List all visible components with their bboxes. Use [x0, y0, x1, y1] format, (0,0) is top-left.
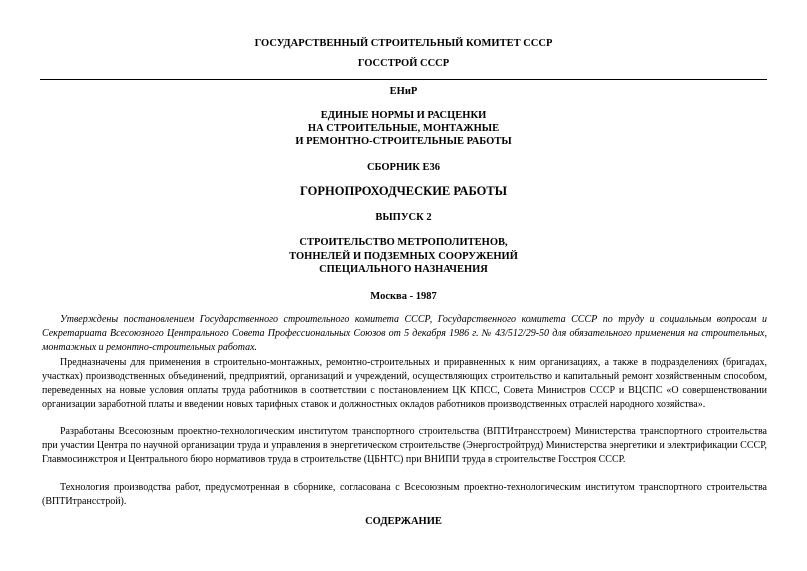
norms-title-line-3: И РЕМОНТНО-СТРОИТЕЛЬНЫЕ РАБОТЫ [295, 136, 512, 147]
subject-line-3: СПЕЦИАЛЬНОГО НАЗНАЧЕНИЯ [319, 264, 488, 275]
subject-line-1: СТРОИТЕЛЬСТВО МЕТРОПОЛИТЕНОВ, [299, 237, 508, 248]
purpose-paragraph: Предназначены для применения в строительно-монтажных, ремонтно-строительных и приравненных к ним организациях, а также в подразделениях (бригадах, участках) производственных объединений, предприятий, организаций и учреждений, осуществляющих строительство и капитальный ремонт хозяйственным способом, переведенных на новые условия оплаты труда работников в соответствии с постановлением ЦК КПСС, Совета Министров СССР и ВЦСПС «О совершенствовании организации заработной платы и введении новых тарифных ставок и должностных окладов работников производственных отраслей народного хозяйства». [42, 357, 767, 410]
norms-title-line-2: НА СТРОИТЕЛЬНЫЕ, МОНТАЖНЫЕ [307, 123, 500, 134]
committee-heading: ГОСУДАРСТВЕННЫЙ СТРОИТЕЛЬНЫЙ КОМИТЕТ СССР [254, 38, 553, 49]
main-title: ГОРНОПРОХОДЧЕСКИЕ РАБОТЫ [300, 184, 507, 198]
issue-number: ВЫПУСК 2 [375, 212, 432, 223]
developers-paragraph: Разработаны Всесоюзным проектно-технологическим институтом транспортного строительства (ВПТИтрансстроем) Министерства транспортного строительства при участии Центра по научной организации труда и управления в энергетическом строительстве (Энергостройтруд) Министерства энергетики и электрификации СССР, Главмосинжстроя и Центрального бюро нормативов труда в строительстве (ЦБНТС) при ВНИПИ труда в строительстве Госстроя СССР. [42, 426, 767, 465]
header-divider [40, 79, 767, 80]
technology-paragraph: Технология производства работ, предусмотренная в сборнике, согласована с Всесоюзным проектно-технологическим институтом транспортного строительства (ВПТИтрансстрой). [42, 482, 767, 507]
contents-heading: СОДЕРЖАНИЕ [365, 516, 442, 527]
approval-paragraph: Утверждены постановлением Государственного строительного комитета СССР, Государственного комитета СССР по труду и социальным вопросам и Секретариата Всесоюзного Центрального Совета Профессиональных Союзов от 5 декабря 1986 г. № 43/512/29-50 для обязательного применения на строительных, монтажных и ремонтно-строительных работах. [42, 314, 767, 353]
place-year: Москва - 1987 [370, 291, 437, 302]
norms-title-line-1: ЕДИНЫЕ НОРМЫ И РАСЦЕНКИ [320, 110, 487, 121]
subject-line-2: ТОННЕЛЕЙ И ПОДЗЕМНЫХ СООРУЖЕНИЙ [289, 251, 518, 262]
collection-number: СБОРНИК Е36 [366, 162, 441, 173]
enir-label: ЕНиР [389, 86, 418, 97]
gosstroy-heading: ГОССТРОЙ СССР [357, 58, 450, 69]
